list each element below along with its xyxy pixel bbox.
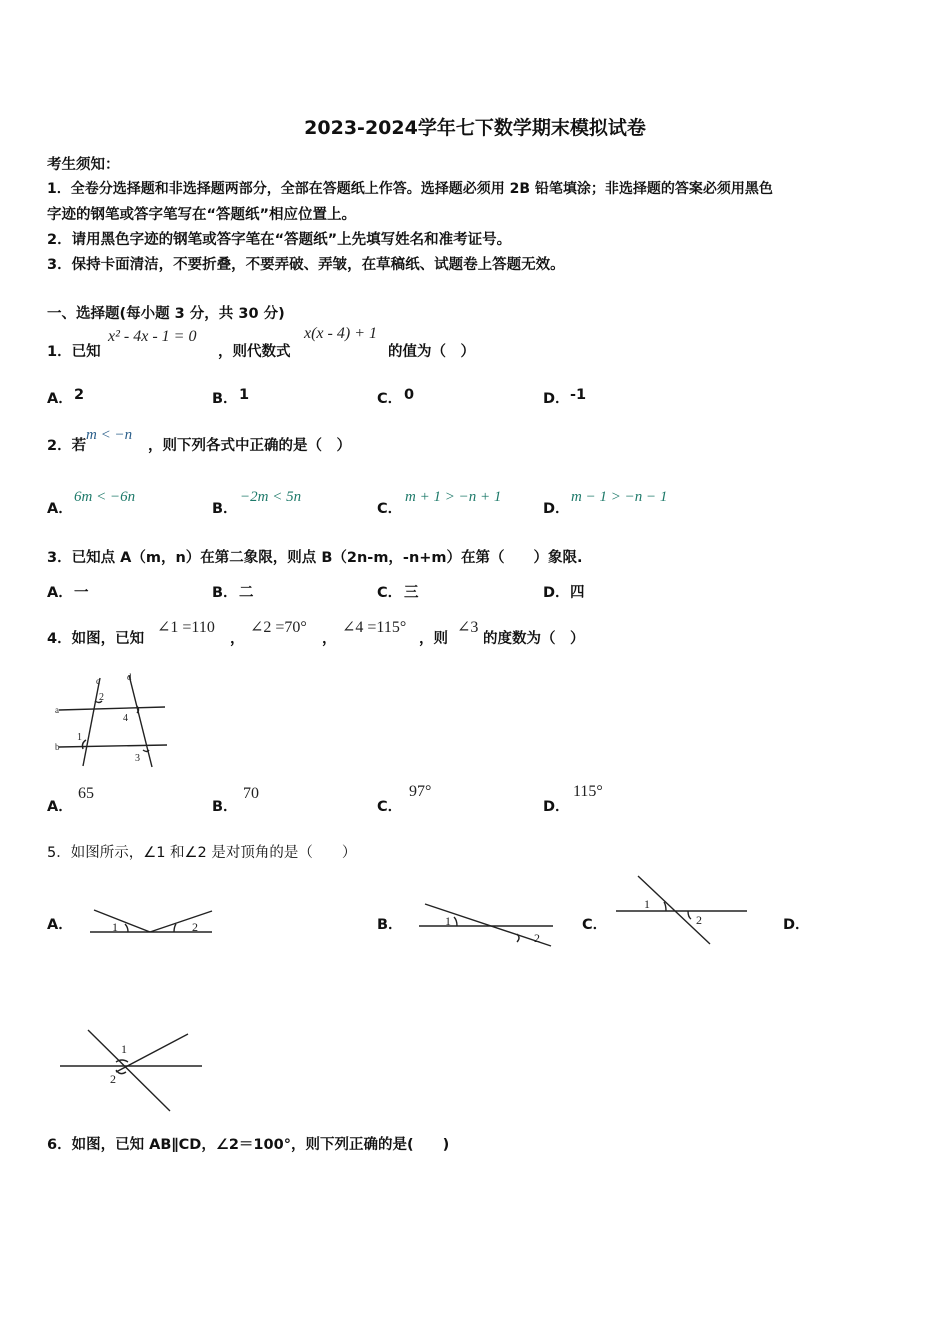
- q2-option-c[interactable]: m + 1 > −n + 1: [405, 489, 502, 505]
- q2-condition: m < −n: [86, 427, 133, 443]
- q2-option-a-label: A．: [47, 501, 73, 517]
- q3-option-d-label: D．: [543, 585, 570, 601]
- svg-text:2: 2: [192, 920, 198, 934]
- q2-option-a[interactable]: 6m < −6n: [74, 489, 136, 505]
- svg-text:b: b: [55, 742, 60, 752]
- q2-prefix: 2．若: [47, 438, 87, 454]
- q3-text: 3．已知点 A（m，n）在第二象限，则点 B（2n-m，-n+m）在第（ ）象限.: [47, 550, 583, 566]
- svg-text:c: c: [96, 676, 100, 686]
- section-heading: 一、选择题(每小题 3 分，共 30 分): [47, 306, 285, 322]
- q1-option-a[interactable]: 2: [74, 387, 85, 403]
- notice-line-1b: 字迹的钢笔或答字笔写在“答题纸”相应位置上。: [47, 207, 357, 223]
- q3-option-c-label: C．: [377, 585, 403, 601]
- q4-mid: ，则: [419, 631, 448, 647]
- q4-angle-4: ∠4 =115°: [342, 619, 407, 636]
- q1-option-c-label: C．: [377, 391, 403, 407]
- q4-option-a[interactable]: 65: [78, 785, 94, 802]
- svg-text:2: 2: [99, 692, 104, 703]
- q1-prefix: 1．已知: [47, 344, 101, 360]
- q1-option-c[interactable]: 0: [404, 387, 415, 403]
- notice-line-2: 2．请用黑色字迹的钢笔或答字笔在“答题纸”上先填写姓名和准考证号。: [47, 232, 512, 248]
- notice-heading: 考生须知：: [47, 157, 120, 173]
- q4-prefix: 4．如图，已知: [47, 631, 145, 647]
- q1-option-b[interactable]: 1: [239, 387, 250, 403]
- svg-text:d: d: [127, 672, 132, 682]
- q6-text: 6．如图，已知 AB∥CD，∠2＝100°，则下列正确的是( ): [47, 1137, 450, 1153]
- svg-text:1: 1: [445, 914, 451, 928]
- q4-figure: [55, 670, 170, 770]
- q1-equation: x² - 4x - 1 = 0: [108, 328, 197, 345]
- q3-option-b-label: B．: [212, 585, 238, 601]
- svg-text:4: 4: [123, 713, 128, 724]
- svg-text:1: 1: [112, 920, 118, 934]
- svg-text:3: 3: [135, 753, 140, 764]
- svg-text:2: 2: [534, 931, 540, 945]
- q5-text: 5．如图所示，∠1 和∠2 是对顶角的是（ ）: [47, 845, 357, 861]
- q5-option-c-label: C．: [582, 917, 608, 933]
- q5-option-b-figure[interactable]: [417, 900, 553, 948]
- page-title: 2023-2024学年七下数学期末模拟试卷: [304, 117, 646, 139]
- svg-text:1: 1: [121, 1042, 127, 1056]
- q1-option-a-label: A．: [47, 391, 73, 407]
- notice-line-3: 3．保持卡面清洁，不要折叠，不要弄破、弄皱，在草稿纸、试题卷上答题无效。: [47, 257, 565, 273]
- q2-option-d-label: D．: [543, 501, 570, 517]
- q4-option-a-label: A．: [47, 799, 73, 815]
- q1-option-b-label: B．: [212, 391, 238, 407]
- q2-suffix: ，则下列各式中正确的是（ ）: [148, 438, 351, 454]
- q5-option-d-figure[interactable]: [58, 1026, 204, 1114]
- q1-option-d[interactable]: -1: [570, 387, 587, 403]
- q4-suffix: 的度数为（ ）: [483, 631, 585, 647]
- q5-option-c-figure[interactable]: [614, 873, 749, 947]
- svg-text:1: 1: [77, 732, 82, 743]
- q1-option-d-label: D．: [543, 391, 570, 407]
- q4-angle-3: ∠3: [457, 619, 479, 636]
- q5-option-b-label: B．: [377, 917, 403, 933]
- q4-option-b-label: B．: [212, 799, 238, 815]
- q1-expression: x(x - 4) + 1: [304, 325, 377, 342]
- q2-option-b[interactable]: −2m < 5n: [240, 489, 302, 505]
- q4-angle-2: ∠2 =70°: [250, 619, 307, 636]
- q5-option-d-label: D．: [783, 917, 810, 933]
- q4-option-b[interactable]: 70: [243, 785, 259, 802]
- q5-option-a-figure[interactable]: [88, 905, 214, 937]
- notice-line-1a: 1．全卷分选择题和非选择题两部分，全部在答题纸上作答。选择题必须用 2B 铅笔填涂；非选择题的答案必须用黑色: [47, 181, 773, 197]
- q3-option-d[interactable]: 四: [570, 585, 585, 601]
- q2-option-d[interactable]: m − 1 > −n − 1: [571, 489, 668, 505]
- q4-sep-2: ，: [322, 631, 337, 647]
- q3-option-b[interactable]: 二: [239, 585, 254, 601]
- q2-option-b-label: B．: [212, 501, 238, 517]
- svg-text:a: a: [55, 705, 59, 715]
- svg-text:2: 2: [110, 1072, 116, 1086]
- q4-option-d[interactable]: 115°: [573, 783, 603, 800]
- q4-angle-1: ∠1 =110: [157, 619, 215, 636]
- svg-text:1: 1: [644, 897, 650, 911]
- q4-option-c-label: C．: [377, 799, 403, 815]
- q1-mid: ，则代数式: [218, 344, 291, 360]
- q3-option-a-label: A．: [47, 585, 73, 601]
- q2-option-c-label: C．: [377, 501, 403, 517]
- q4-sep-1: ，: [230, 631, 245, 647]
- q4-option-c[interactable]: 97°: [409, 783, 432, 800]
- q3-option-c[interactable]: 三: [404, 585, 419, 601]
- q3-option-a[interactable]: 一: [74, 585, 89, 601]
- q1-suffix: 的值为（ ）: [388, 344, 475, 360]
- svg-text:2: 2: [696, 913, 702, 927]
- q5-option-a-label: A．: [47, 917, 73, 933]
- q4-option-d-label: D．: [543, 799, 570, 815]
